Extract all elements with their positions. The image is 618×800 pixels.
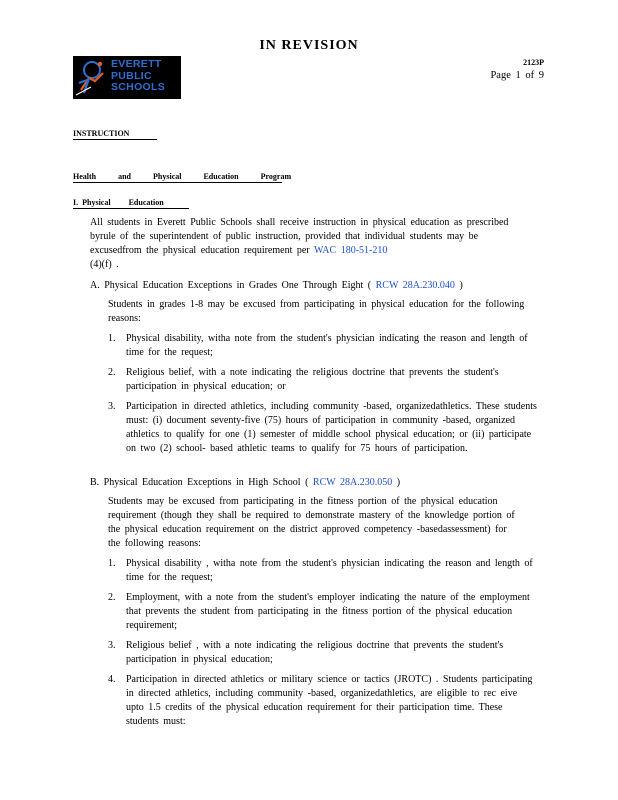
- intro-paragraph: [90, 216, 510, 272]
- list-item-number: 1.: [108, 333, 116, 344]
- list-item-number: 1.: [108, 558, 116, 569]
- logo-line-2: PUBLIC: [111, 69, 152, 82]
- intro-tail: (4)(f) .: [90, 259, 119, 270]
- list-item: Participation in directed athletics or military science or tactics (JROTC) . Students participating in directed athletics, including community -based, organizedathletics, are eligible to rec eive upto 1.5 credits of the physical education requirement for their participation time. These students must:: [126, 674, 533, 727]
- section-b-close: ): [392, 477, 401, 488]
- runner-icon: [73, 56, 113, 99]
- program-heading-word: Education: [203, 172, 239, 181]
- part-one-heading: [73, 198, 189, 209]
- logo-line-1: EVERETT: [111, 58, 162, 70]
- wac-link[interactable]: WAC 180-51-210: [313, 245, 388, 256]
- program-heading-word: Health: [73, 172, 97, 181]
- list-item-number: 3.: [108, 401, 116, 412]
- section-b-title: B. Physical Education Exceptions in High School (: [90, 477, 313, 488]
- district-logo: [73, 56, 181, 99]
- section-b-heading: [90, 476, 530, 490]
- list-item-number: 2.: [108, 592, 116, 603]
- section-a-intro: Students in grades 1-8 may be excused from participating in physical education for the following reasons:: [108, 299, 525, 324]
- list-item: Religious belief , with a note indicating the religious doctrine that prevents the student's participation in physical education;: [126, 640, 504, 665]
- list-item: Religious belief, with a note indicating the religious doctrine that prevents the student's participation in physical education; or: [126, 367, 499, 392]
- part-heading-word: Education: [128, 198, 164, 207]
- section-heading: INSTRUCTION: [73, 129, 157, 140]
- section-a-title: A. Physical Education Exceptions in Grades One Through Eight (: [90, 280, 376, 291]
- list-item: Participation in directed athletics, including community -based, organizedathletics. These students must: (i) document seventy-five (75) hours of participation in community -based, organized athletics to qualify for one (1) semester of middle school physical education; or (ii) participate on two (2) school- based athletic teams to qualify for 75 hours of participation.: [126, 401, 537, 454]
- part-numeral: I.: [73, 198, 79, 207]
- part-heading-word: Physical: [82, 198, 111, 207]
- program-heading-word: Program: [260, 172, 292, 181]
- program-heading-word: Physical: [153, 172, 182, 181]
- page-number: Page 1 of 9: [490, 70, 544, 81]
- rcw-a-link[interactable]: RCW 28A.230.040: [375, 280, 455, 291]
- section-a-close: ): [454, 280, 463, 291]
- list-item: Employment, with a note from the student's employer indicating the nature of the employment that prevents the student from participating in the fitness portion of the physical education requirement;: [126, 592, 530, 631]
- list-item-number: 4.: [108, 674, 116, 685]
- revision-banner: IN REVISION: [259, 38, 359, 53]
- section-b-intro: Students may be excused from participating in the fitness portion of the physical education requirement (though they shall be required to demonstrate mastery of the knowledge portion of the physical education requirement on the district approved competency -basedassessment) for the following reasons:: [108, 496, 515, 549]
- list-item: Physical disability , witha note from the student's physician indicating the reason and length of time for the request;: [126, 558, 533, 583]
- rcw-b-link[interactable]: RCW 28A.230.050: [312, 477, 393, 488]
- document-code: 2123P: [523, 58, 544, 67]
- intro-text: All students in Everett Public Schools shall receive instruction in physical education as prescribed byrule of the superintendent of public instruction, provided that individual students may be excusedfrom the physical education requirement per: [90, 217, 509, 256]
- logo-wordmark: [111, 59, 165, 94]
- logo-line-3: SCHOOLS: [111, 81, 166, 93]
- program-heading: [73, 172, 292, 183]
- section-a-heading: [90, 279, 530, 293]
- program-heading-word: and: [118, 172, 132, 181]
- list-item-number: 2.: [108, 367, 116, 378]
- list-item: Physical disability, witha note from the student's physician indicating the reason and length of time for the request;: [126, 333, 528, 358]
- list-item-number: 3.: [108, 640, 116, 651]
